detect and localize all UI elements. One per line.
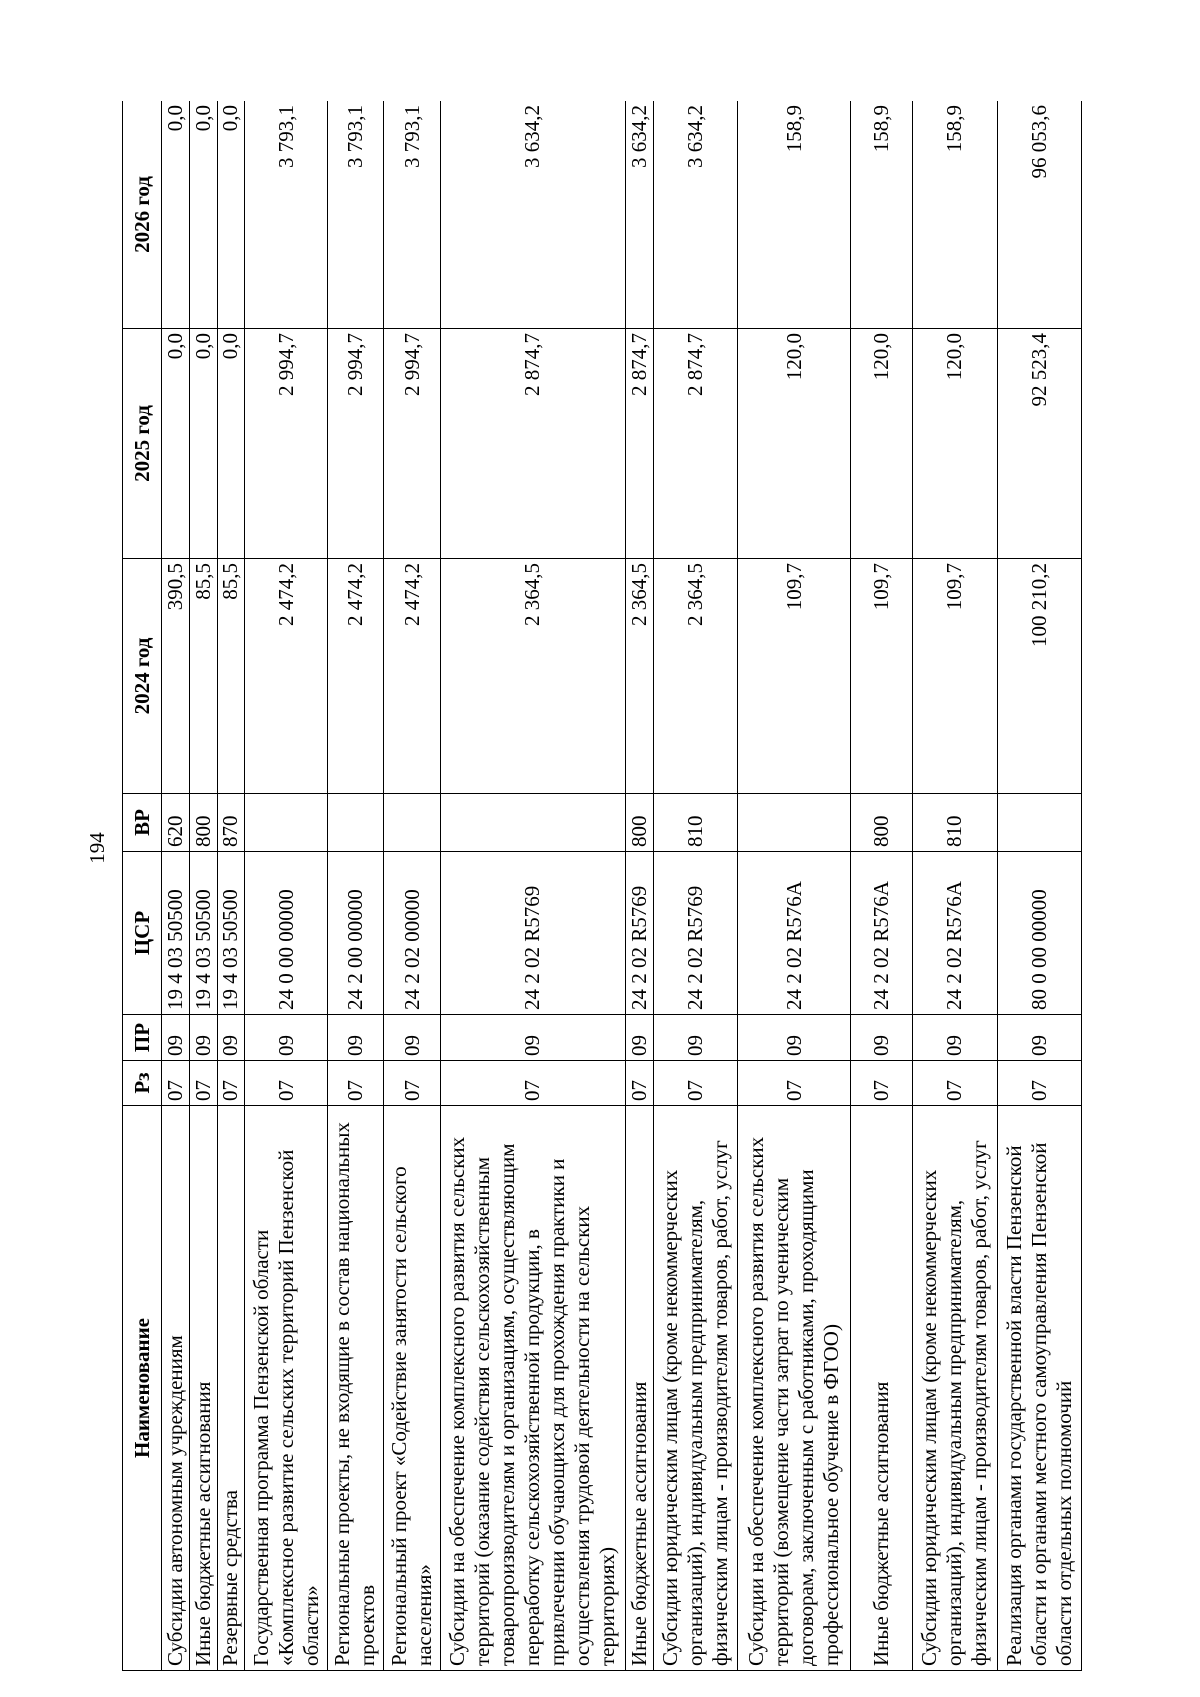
cell-2024: 85,5 — [189, 559, 217, 794]
cell-2025: 0,0 — [189, 329, 217, 559]
cell-pr: 09 — [384, 1015, 441, 1061]
cell-csr: 24 2 02 R5769 — [653, 852, 737, 1015]
cell-csr: 24 2 02 R5769 — [440, 852, 625, 1015]
cell-pr: 09 — [162, 1015, 190, 1061]
header-vr: ВР — [123, 794, 162, 852]
cell-2024: 109,7 — [738, 559, 851, 794]
cell-name: Иные бюджетные ассигнования — [626, 1106, 654, 1671]
cell-pr: 09 — [440, 1015, 625, 1061]
cell-name: Реализация органами государственной власти Пензенской области и органами местного самоуправления Пензенской области отдельных полномочий — [997, 1106, 1081, 1671]
cell-2024: 2 364,5 — [626, 559, 654, 794]
cell-csr: 24 2 02 R576А — [913, 852, 997, 1015]
cell-name: Иные бюджетные ассигнования — [851, 1106, 913, 1671]
cell-2025: 2 874,7 — [626, 329, 654, 559]
cell-2024: 109,7 — [851, 559, 913, 794]
cell-name: Субсидии на обеспечение комплексного развития сельских территорий (оказание содействия сельскохозяйственным товаропроизводителям и организациям, осуществляющим переработку сельскохозяйственной продукции, в привлечении обучающихся для прохождения практики и осуществления трудовой деятельности на сельских территориях) — [440, 1106, 625, 1671]
header-2025: 2025 год — [123, 329, 162, 559]
table-row — [384, 101, 441, 1671]
cell-name: Субсидии на обеспечение комплексного развития сельских территорий (возмещение части затрат по ученическим договорам, заключенным с работниками, проходящими профессиональное обучение в ФГОО) — [738, 1106, 851, 1671]
cell-name: Государственная программа Пензенской области «Комплексное развитие сельских территорий Пензенской области» — [245, 1106, 327, 1671]
cell-vr — [327, 794, 384, 852]
cell-csr: 24 2 02 R5769 — [626, 852, 654, 1015]
header-rz: Рз — [123, 1061, 162, 1106]
table-row — [440, 101, 625, 1671]
cell-pr: 09 — [217, 1015, 245, 1061]
budget-table — [122, 101, 1082, 1671]
cell-name: Субсидии автономным учреждениям — [162, 1106, 190, 1671]
cell-vr: 870 — [217, 794, 245, 852]
cell-vr — [245, 794, 327, 852]
cell-pr: 09 — [626, 1015, 654, 1061]
cell-name: Резервные средства — [217, 1106, 245, 1671]
cell-2024: 2 474,2 — [327, 559, 384, 794]
cell-2026: 3 793,1 — [245, 101, 327, 329]
cell-2026: 3 634,2 — [440, 101, 625, 329]
cell-2025: 0,0 — [217, 329, 245, 559]
cell-name: Иные бюджетные ассигнования — [189, 1106, 217, 1671]
table-row — [851, 101, 913, 1671]
cell-pr: 09 — [653, 1015, 737, 1061]
cell-2024: 109,7 — [913, 559, 997, 794]
cell-csr: 24 2 00 00000 — [327, 852, 384, 1015]
cell-2024: 100 210,2 — [997, 559, 1081, 794]
table-row — [738, 101, 851, 1671]
cell-rz: 07 — [913, 1061, 997, 1106]
table-row — [626, 101, 654, 1671]
page-number: 194 — [85, 832, 109, 864]
cell-2025: 2 874,7 — [440, 329, 625, 559]
cell-rz: 07 — [162, 1061, 190, 1106]
cell-2024: 85,5 — [217, 559, 245, 794]
header-csr: ЦСР — [123, 852, 162, 1015]
header-name: Наименование — [123, 1106, 162, 1671]
cell-vr — [738, 794, 851, 852]
cell-2026: 3 793,1 — [327, 101, 384, 329]
cell-pr: 09 — [245, 1015, 327, 1061]
cell-pr: 09 — [851, 1015, 913, 1061]
cell-csr: 19 4 03 50500 — [189, 852, 217, 1015]
cell-2024: 390,5 — [162, 559, 190, 794]
cell-rz: 07 — [189, 1061, 217, 1106]
cell-csr: 19 4 03 50500 — [217, 852, 245, 1015]
cell-name: Региональные проекты, не входящие в состав национальных проектов — [327, 1106, 384, 1671]
header-2024: 2024 год — [123, 559, 162, 794]
cell-vr — [440, 794, 625, 852]
cell-2025: 120,0 — [738, 329, 851, 559]
cell-pr: 09 — [189, 1015, 217, 1061]
cell-2024: 2 474,2 — [245, 559, 327, 794]
cell-2025: 92 523,4 — [997, 329, 1081, 559]
cell-2024: 2 474,2 — [384, 559, 441, 794]
table-row — [327, 101, 384, 1671]
cell-rz: 07 — [217, 1061, 245, 1106]
cell-2026: 158,9 — [913, 101, 997, 329]
cell-name: Региональный проект «Содействие занятости сельского населения» — [384, 1106, 441, 1671]
cell-vr: 620 — [162, 794, 190, 852]
cell-rz: 07 — [327, 1061, 384, 1106]
cell-vr: 800 — [851, 794, 913, 852]
table-header-row — [123, 101, 162, 1671]
table-row — [162, 101, 190, 1671]
budget-table-rotated — [122, 101, 1082, 1671]
cell-vr: 810 — [913, 794, 997, 852]
cell-2026: 3 793,1 — [384, 101, 441, 329]
table-row — [245, 101, 327, 1671]
cell-2025: 120,0 — [851, 329, 913, 559]
cell-vr: 810 — [653, 794, 737, 852]
cell-csr: 19 4 03 50500 — [162, 852, 190, 1015]
table-row — [997, 101, 1081, 1671]
cell-2025: 0,0 — [162, 329, 190, 559]
cell-csr: 24 0 00 00000 — [245, 852, 327, 1015]
table-row — [189, 101, 217, 1671]
cell-rz: 07 — [626, 1061, 654, 1106]
cell-rz: 07 — [997, 1061, 1081, 1106]
cell-2026: 3 634,2 — [653, 101, 737, 329]
budget-table-container — [122, 101, 1082, 1671]
cell-2024: 2 364,5 — [653, 559, 737, 794]
header-pr: ПР — [123, 1015, 162, 1061]
cell-2026: 96 053,6 — [997, 101, 1081, 329]
cell-name: Субсидии юридическим лицам (кроме некоммерческих организаций), индивидуальным предпринимателям, физическим лицам - производителям товаров, работ, услуг — [653, 1106, 737, 1671]
cell-vr: 800 — [626, 794, 654, 852]
table-row — [913, 101, 997, 1671]
cell-vr — [997, 794, 1081, 852]
table-row — [217, 101, 245, 1671]
cell-rz: 07 — [738, 1061, 851, 1106]
cell-csr: 24 2 02 00000 — [384, 852, 441, 1015]
cell-csr: 24 2 02 R576А — [851, 852, 913, 1015]
cell-csr: 24 2 02 R576А — [738, 852, 851, 1015]
cell-pr: 09 — [738, 1015, 851, 1061]
cell-2025: 2 874,7 — [653, 329, 737, 559]
cell-rz: 07 — [440, 1061, 625, 1106]
cell-2025: 120,0 — [913, 329, 997, 559]
cell-2026: 158,9 — [851, 101, 913, 329]
cell-rz: 07 — [245, 1061, 327, 1106]
cell-2024: 2 364,5 — [440, 559, 625, 794]
cell-rz: 07 — [653, 1061, 737, 1106]
cell-vr: 800 — [189, 794, 217, 852]
cell-2025: 2 994,7 — [327, 329, 384, 559]
cell-2026: 0,0 — [162, 101, 190, 329]
cell-vr — [384, 794, 441, 852]
cell-pr: 09 — [997, 1015, 1081, 1061]
cell-2026: 0,0 — [189, 101, 217, 329]
cell-name: Субсидии юридическим лицам (кроме некоммерческих организаций), индивидуальным предпринимателям, физическим лицам - производителям товаров, работ, услуг — [913, 1106, 997, 1671]
cell-pr: 09 — [327, 1015, 384, 1061]
cell-rz: 07 — [851, 1061, 913, 1106]
cell-2025: 2 994,7 — [245, 329, 327, 559]
cell-2026: 3 634,2 — [626, 101, 654, 329]
cell-2026: 0,0 — [217, 101, 245, 329]
header-2026: 2026 год — [123, 101, 162, 329]
cell-2026: 158,9 — [738, 101, 851, 329]
cell-csr: 80 0 00 00000 — [997, 852, 1081, 1015]
cell-rz: 07 — [384, 1061, 441, 1106]
cell-pr: 09 — [913, 1015, 997, 1061]
cell-2025: 2 994,7 — [384, 329, 441, 559]
table-row — [653, 101, 737, 1671]
